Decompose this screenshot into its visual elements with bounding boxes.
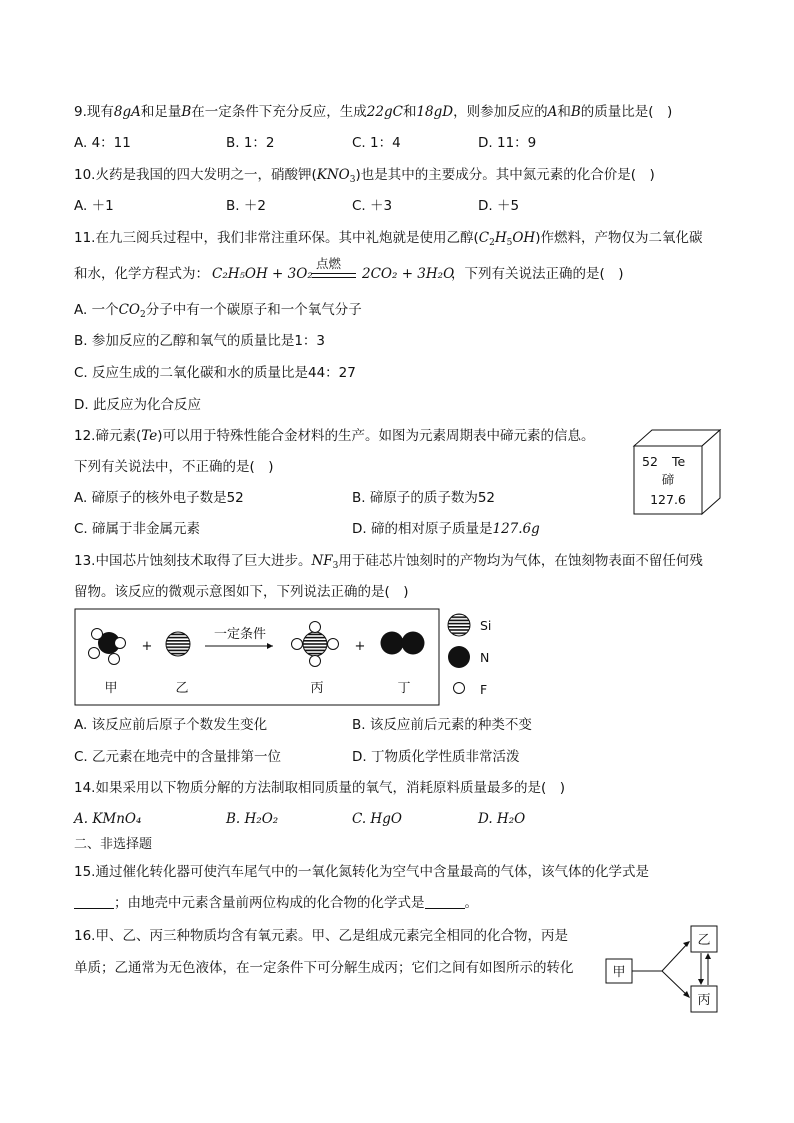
- q16-stem-line1: 16.甲、乙、丙三种物质均含有氧元素。甲、乙是组成元素完全相同的化合物，丙是: [74, 928, 568, 944]
- q11-option-d: D. 此反应为化合反应: [74, 397, 201, 413]
- q14-option-b: B. H₂O₂: [226, 811, 279, 827]
- q11-equation-left: C₂H₅OH + 3O₂: [212, 266, 313, 282]
- q13-legend: [444, 610, 504, 698]
- q9-option-b: B. 1：2: [226, 135, 275, 151]
- q12-option-a: A. 碲原子的核外电子数是52: [74, 490, 244, 506]
- svg-text:乙: 乙: [697, 933, 711, 948]
- q10-option-d: D. ＋5: [478, 198, 520, 214]
- q15-stem-line1: 15.通过催化转化器可使汽车尾气中的一氧化氮转化为空气中含量最高的气体，该气体的化学式是: [74, 864, 649, 880]
- molecule-yi-si: [166, 632, 190, 656]
- legend-f-swatch: [454, 683, 465, 694]
- q11-option-c: C. 反应生成的二氧化碳和水的质量比是44：27: [74, 365, 356, 381]
- element-atomic-number: 52: [642, 454, 658, 469]
- q11-option-a: A. 一个$CO_2$分子中有一个碳原子和一个氧气分子: [74, 302, 362, 320]
- legend-si-label: Si: [480, 618, 492, 633]
- q14-stem: 14.如果采用以下物质分解的方法制取相同质量的氧气，消耗原料质量最多的是( ): [74, 780, 566, 796]
- label-ding: 丁: [397, 681, 411, 696]
- q11-stem-line2: 和水，化学方程式为：: [74, 266, 209, 282]
- q14-option-a: A. KMnO₄: [74, 811, 142, 827]
- label-yi: 乙: [175, 681, 189, 696]
- label-bing: 丙: [310, 681, 324, 696]
- q14-option-c: C. HgO: [352, 811, 402, 827]
- element-name: 碲: [661, 472, 675, 487]
- q12-stem-line2: 下列有关说法中，不正确的是( ): [74, 459, 274, 475]
- legend-f-label: F: [480, 682, 488, 697]
- q12-option-c: C. 碲属于非金属元素: [74, 521, 201, 537]
- element-symbol: Te: [672, 454, 686, 469]
- section-heading: 二、非选择题: [74, 837, 153, 852]
- q13-stem-line1: 13.中国芯片蚀刻技术取得了巨大进步。$NF_3$用于硅芯片蚀刻时的产物均为气体，在蚀刻物表面不留任何残: [74, 553, 703, 571]
- q11-stem-line1: 11.在九三阅兵过程中，我们非常注重环保。其中礼炮就是使用乙醇$(C_2H_5OH)$作燃料，产物仅为二氧化碳: [74, 230, 703, 248]
- q16-transformation-diagram: [604, 924, 722, 1014]
- tellurium-element-cube: [632, 428, 724, 516]
- q15-blank-2[interactable]: [425, 894, 465, 909]
- q13-stem-line2: 留物。该反应的微观示意图如下，下列说法正确的是( ): [74, 584, 409, 600]
- q11-equation-condition: 点燃: [316, 256, 342, 271]
- q15-stem-line2: ；由地壳中元素含量前两位构成的化合物的化学式是 。: [74, 893, 478, 913]
- q9-stem: 9.现有8gA和足量B在一定条件下充分反应，生成22gC和18gD，则参加反应的A和B的质量比是( ): [74, 104, 673, 120]
- q12-option-d: D. 碲的相对原子质量是127.6g: [352, 521, 540, 537]
- q13-option-b: B. 该反应前后元素的种类不变: [352, 717, 532, 733]
- q14-option-d: D. H₂O: [478, 811, 526, 827]
- legend-n-swatch: [448, 646, 470, 668]
- q12-stem-line1: 12.碲元素(Te)可以用于特殊性能合金材料的生产。如图为元素周期表中碲元素的信息。: [74, 428, 595, 444]
- q13-reaction-diagram: [74, 608, 440, 706]
- q12-option-b: B. 碲原子的质子数为52: [352, 490, 496, 506]
- q9-option-d: D. 11：9: [478, 135, 537, 151]
- q13-option-a: A. 该反应前后原子个数发生变化: [74, 717, 268, 733]
- q11-option-b: B. 参加反应的乙醇和氧气的质量比是1：3: [74, 333, 326, 349]
- legend-si-swatch: [448, 614, 470, 636]
- q11-equation-double-line: [312, 273, 356, 278]
- q9-option-a: A. 4：11: [74, 135, 131, 151]
- element-atomic-mass: 127.6: [650, 492, 686, 507]
- plus-sign-2: +: [354, 639, 366, 654]
- q11-stem-question: ，下列有关说法正确的是( ): [451, 266, 624, 282]
- q11-equation-right: 2CO₂ + 3H₂O: [362, 266, 455, 282]
- arrow-condition: 一定条件: [213, 627, 267, 642]
- q13-option-d: D. 丁物质化学性质非常活泼: [352, 749, 520, 765]
- plus-sign-1: +: [141, 639, 153, 654]
- svg-text:甲: 甲: [612, 965, 626, 980]
- q10-stem: 10.火药是我国的四大发明之一，硝酸钾$(KNO_3)$也是其中的主要成分。其中氮元素的化合价是( ): [74, 167, 655, 185]
- q10-option-a: A. ＋1: [74, 198, 114, 214]
- label-jia: 甲: [104, 681, 118, 696]
- q15-blank-1[interactable]: [74, 894, 114, 909]
- q10-option-b: B. ＋2: [226, 198, 266, 214]
- q10-option-c: C. ＋3: [352, 198, 393, 214]
- q13-option-c: C. 乙元素在地壳中的含量排第一位: [74, 749, 282, 765]
- q9-option-c: C. 1：4: [352, 135, 401, 151]
- legend-n-label: N: [480, 650, 490, 665]
- svg-text:丙: 丙: [697, 993, 711, 1008]
- q16-stem-line2: 单质；乙通常为无色液体，在一定条件下可分解生成丙；它们之间有如图所示的转化: [74, 960, 574, 976]
